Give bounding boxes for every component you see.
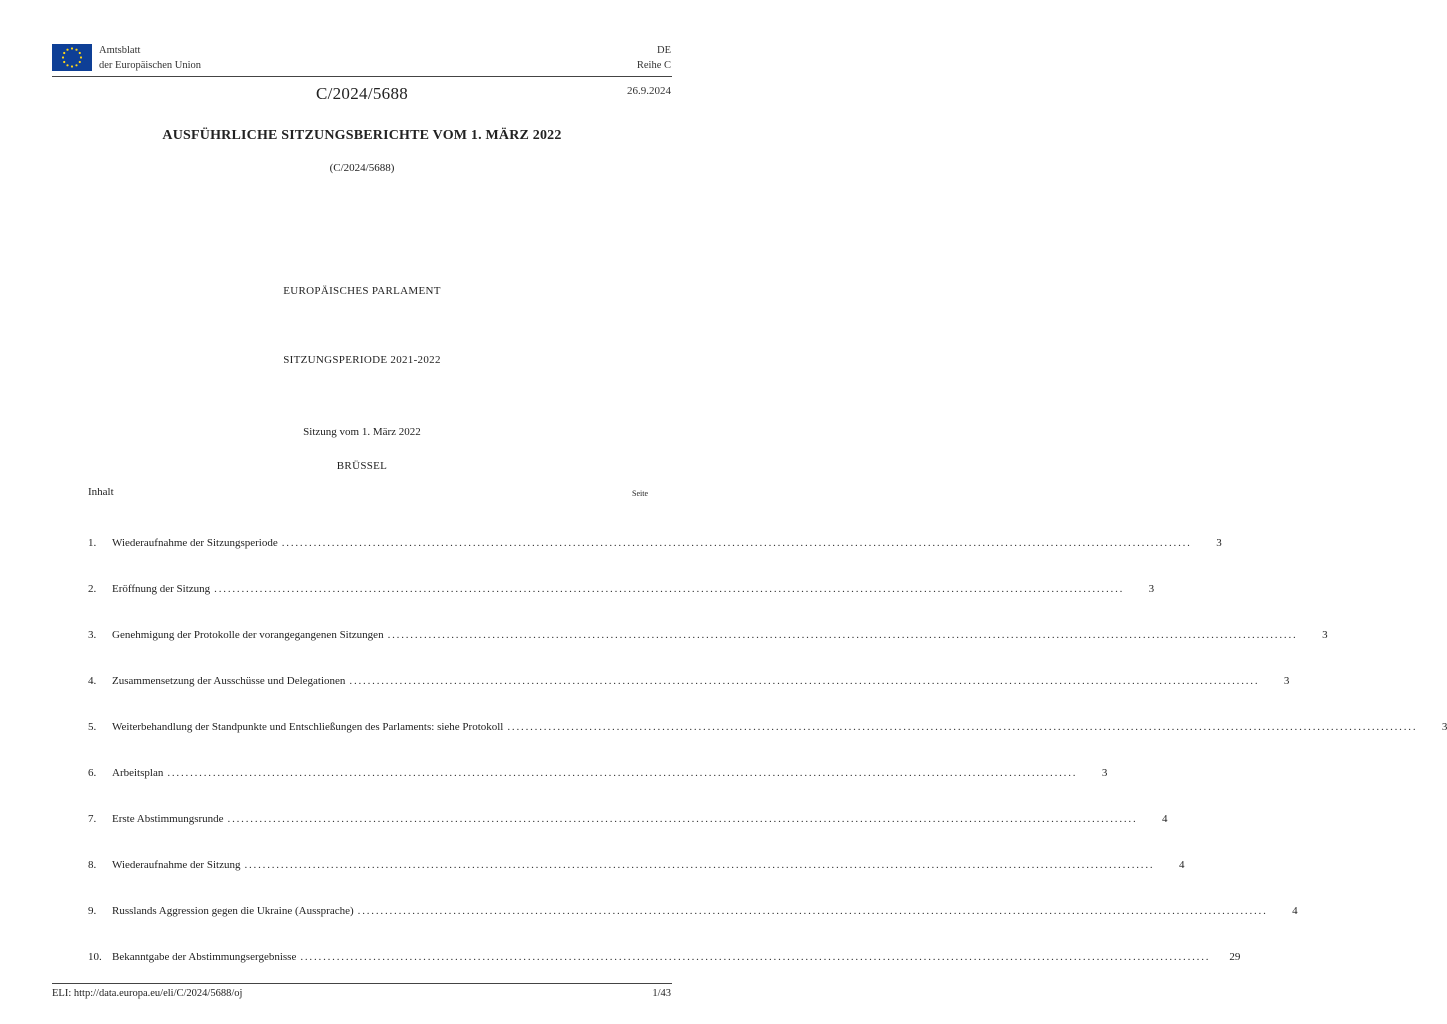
series-label: Reihe C — [636, 60, 671, 71]
toc-leader-dots: ........................................................................................................................................................................................................ — [357, 905, 1268, 917]
toc-item-page: 3 — [1216, 537, 1222, 549]
toc-leader-dots: ........................................................................................................................................................................................................ — [300, 951, 1211, 963]
toc-heading: Inhalt — [88, 486, 114, 498]
toc-item-title: Erste Abstimmungsrunde — [112, 813, 224, 825]
toc-leader-dots: ........................................................................................................................................................................................................ — [349, 675, 1260, 687]
toc-item[interactable] — [88, 767, 1108, 783]
header-divider — [52, 76, 672, 77]
sitting-date: Sitzung vom 1. März 2022 — [303, 426, 421, 438]
journal-name — [99, 43, 201, 73]
toc-item-title: Arbeitsplan — [112, 767, 164, 779]
session-period: SITZUNGSPERIODE 2021-2022 — [283, 354, 441, 366]
toc-leader-dots: ........................................................................................................................................................................................................ — [167, 767, 1078, 779]
journal-line-2: der Europäischen Union — [99, 60, 202, 71]
toc-item[interactable] — [88, 629, 1328, 645]
document-id: C/2024/5688 — [315, 84, 409, 103]
toc-item-number: 5. — [88, 721, 97, 733]
toc-item-number: 4. — [88, 675, 97, 687]
journal-line-1: Amtsblatt — [99, 45, 141, 56]
toc-item-number: 6. — [88, 767, 97, 779]
toc-item[interactable] — [88, 721, 1447, 737]
toc-item[interactable] — [88, 905, 1298, 921]
document-subid: (C/2024/5688) — [329, 162, 395, 174]
toc-item-page: 4 — [1178, 859, 1185, 871]
eu-flag-logo — [52, 44, 92, 71]
toc-item-number: 3. — [88, 629, 97, 641]
toc-item-number: 1. — [88, 537, 97, 549]
toc-item-number: 10. — [88, 951, 102, 963]
toc-page-heading: Seite — [632, 489, 648, 498]
toc-item-title: Weiterbehandlung der Standpunkte und Entschließungen des Parlaments: siehe Protokoll — [112, 721, 504, 733]
toc-leader-dots: ........................................................................................................................................................................................................ — [214, 583, 1125, 595]
toc-item-title: Genehmigung der Protokolle der vorangegangenen Sitzungen — [112, 629, 384, 641]
publication-date: 26.9.2024 — [627, 85, 671, 97]
toc-item-page: 3 — [1283, 675, 1290, 687]
toc-item-page: 3 — [1441, 721, 1447, 733]
toc-leader-dots: ........................................................................................................................................................................................................ — [227, 813, 1138, 825]
toc-item-page: 4 — [1162, 813, 1168, 825]
page-number: 1/43 — [652, 988, 671, 999]
toc-leader-dots: ........................................................................................................................................................................................................ — [244, 859, 1155, 871]
series-info — [637, 43, 671, 73]
toc-item-title: Russlands Aggression gegen die Ukraine (Aussprache) — [112, 905, 354, 917]
toc-item-number: 7. — [88, 813, 97, 825]
language-code: DE — [657, 45, 671, 56]
toc-leader-dots: ........................................................................................................................................................................................................ — [507, 721, 1418, 733]
toc-item[interactable] — [88, 951, 1241, 967]
toc-item-page: 3 — [1101, 767, 1108, 779]
toc-item[interactable] — [88, 859, 1185, 875]
toc-item[interactable] — [88, 675, 1290, 691]
toc-item-page: 29 — [1229, 951, 1241, 963]
place: BRÜSSEL — [336, 460, 388, 472]
footer-divider — [52, 983, 672, 984]
toc-item-number: 2. — [88, 583, 97, 595]
toc-item-page: 4 — [1292, 905, 1298, 917]
institution-name: EUROPÄISCHES PARLAMENT — [283, 285, 441, 297]
toc-item-number: 9. — [88, 905, 97, 917]
eli-link[interactable]: ELI: http://data.europa.eu/eli/C/2024/5688/oj — [52, 988, 243, 999]
toc-leader-dots: ........................................................................................................................................................................................................ — [387, 629, 1298, 641]
toc-item[interactable] — [88, 537, 1222, 553]
toc-item-page: 3 — [1322, 629, 1328, 641]
toc-item-title: Wiederaufnahme der Sitzungsperiode — [112, 537, 278, 549]
toc-item-title: Wiederaufnahme der Sitzung — [112, 859, 241, 871]
toc-item[interactable] — [88, 813, 1168, 829]
document-title: AUSFÜHRLICHE SITZUNGSBERICHTE VOM 1. MÄRZ 2022 — [162, 128, 562, 143]
toc-item-title: Eröffnung der Sitzung — [112, 583, 211, 595]
toc-item-page: 3 — [1148, 583, 1155, 595]
toc-item[interactable] — [88, 583, 1155, 599]
toc-item-title: Zusammensetzung der Ausschüsse und Delegationen — [112, 675, 346, 687]
toc-leader-dots: ........................................................................................................................................................................................................ — [281, 537, 1192, 549]
toc-item-number: 8. — [88, 859, 97, 871]
toc-item-title: Bekanntgabe der Abstimmungsergebnisse — [112, 951, 297, 963]
